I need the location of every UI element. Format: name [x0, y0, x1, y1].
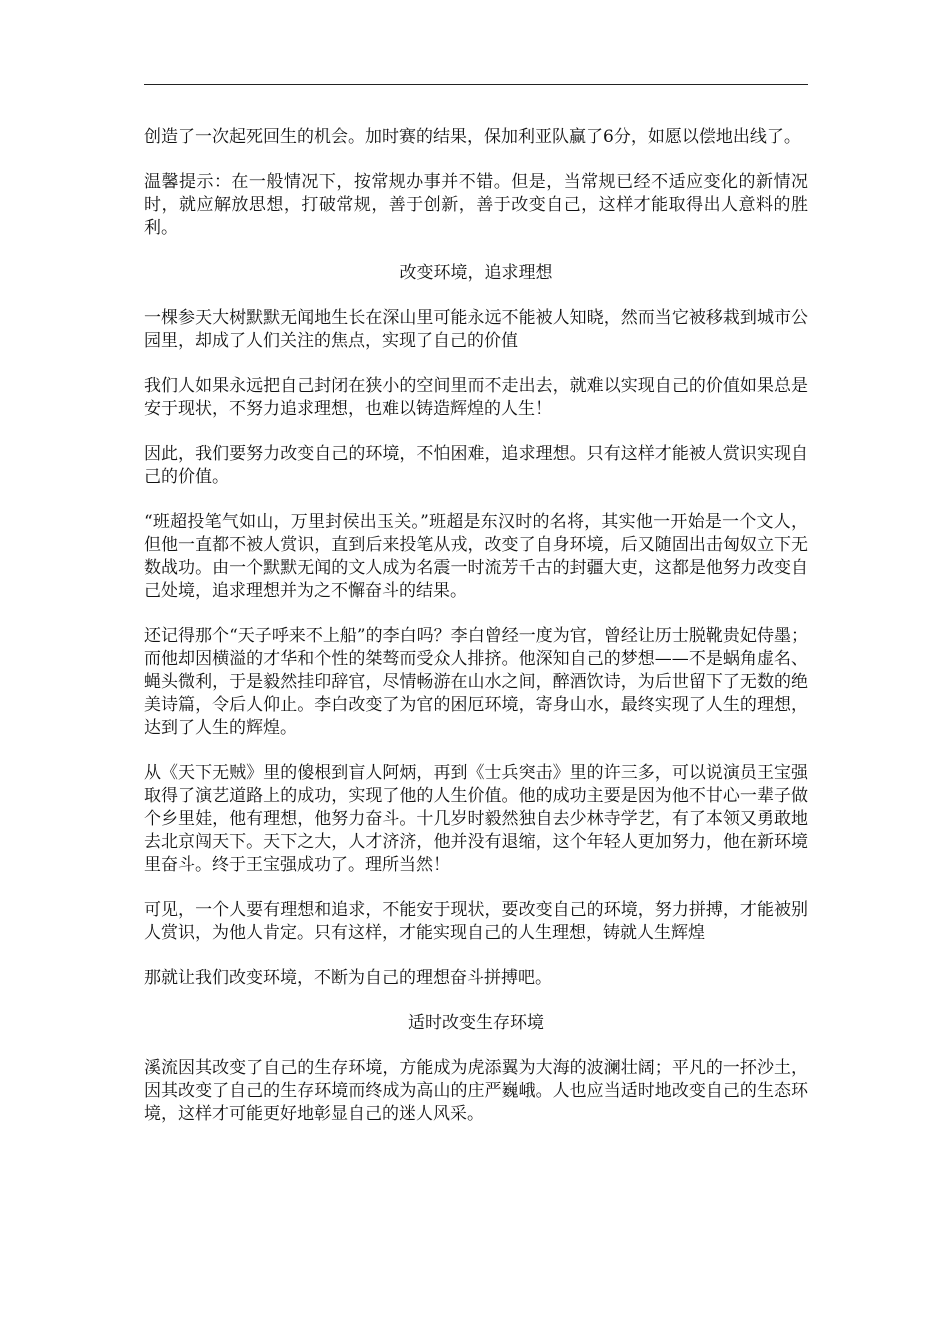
paragraph-tree: 一棵参天大树默默无闻地生长在深山里可能永远不能被人知晓，然而当它被移栽到城市公园里，却成了人们关注的焦点，实现了自己的价值 — [144, 308, 808, 351]
paragraph-conclusion: 可见，一个人要有理想和追求，不能安于现状，要改变自己的环境，努力拼搏，才能被别人赏识，为他人肯定。只有这样，才能实现自己的人生理想，铸就人生辉煌 — [144, 900, 808, 943]
paragraph-li-bai: 还记得那个“天子呼来不上船”的李白吗？李白曾经一度为官，曾经让历士脱靴贵妃侍墨；而他却因横溢的才华和个性的桀骜而受众人排挤。他深知自己的梦想——不是蜗角虚名、蝇头微利，于是毅然挂印辞官，尽情畅游在山水之间，醉酒饮诗，为后世留下了无数的绝美诗篇，令后人仰止。李白改变了为官的困厄环境，寄身山水，最终实现了人生的理想，达到了人生的辉煌。 — [144, 626, 808, 738]
section-heading-timely-change: 适时改变生存环境 — [408, 1013, 544, 1033]
header-rule — [144, 84, 808, 85]
paragraph-people: 我们人如果永远把自己封闭在狭小的空间里而不走出去，就难以实现自己的价值如果总是安于现状，不努力追求理想，也难以铸造辉煌的人生！ — [144, 376, 808, 419]
paragraph-tip: 温馨提示：在一般情况下，按常规办事并不错。但是，当常规已经不适应变化的新情况时，就应解放思想，打破常规，善于创新，善于改变自己，这样才能取得出人意料的胜利。 — [144, 172, 808, 238]
paragraph-wang-baoqiang: 从《天下无贼》里的傻根到盲人阿炳，再到《士兵突击》里的许三多，可以说演员王宝强取得了演艺道路上的成功，实现了他的人生价值。他的成功主要是因为他不甘心一辈子做个乡里娃，他有理想，他努力奋斗。十几岁时毅然独自去少林寺学艺，有了本领又勇敢地去北京闯天下。天下之大，人才济济，他并没有退缩，这个年轻人更加努力，他在新环境里奋斗。终于王宝强成功了。理所当然！ — [144, 763, 808, 875]
paragraph-stream: 溪流因其改变了自己的生存环境，方能成为虎添翼为大海的波澜壮阔；平凡的一抔沙土，因其改变了自己的生存环境而终成为高山的庄严巍峨。人也应当适时地改变自己的生态环境，这样才可能更好地彰显自己的迷人风采。 — [144, 1058, 808, 1124]
paragraph-closing: 那就让我们改变环境，不断为自己的理想奋斗拼搏吧。 — [144, 968, 552, 988]
paragraph-ban-chao: “班超投笔气如山，万里封侯出玉关。”班超是东汉时的名将，其实他一开始是一个文人，但他一直都不被人赏识，直到后来投笔从戎，改变了自身环境，后又随固出击匈奴立下无数战功。由一个默默无闻的文人成为名震一时流芳千古的封疆大吏，这都是他努力改变自己处境，追求理想并为之不懈奋斗的结果。 — [144, 512, 808, 601]
section-heading-change-environment: 改变环境，追求理想 — [399, 263, 553, 283]
paragraph-therefore: 因此，我们要努力改变自己的环境，不怕困难，追求理想。只有这样才能被人赏识实现自己的价值。 — [144, 444, 808, 487]
paragraph-continuation: 创造了一次起死回生的机会。加时赛的结果，保加利亚队赢了6分，如愿以偿地出线了。 — [144, 127, 801, 147]
document-body — [144, 126, 808, 1148]
